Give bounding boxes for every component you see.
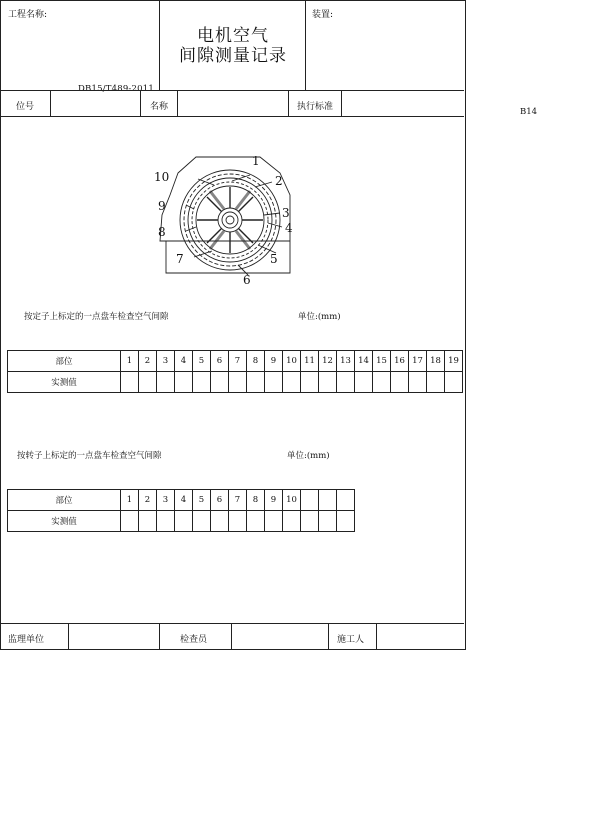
- form-title-line1: 电机空气: [197, 26, 269, 46]
- rotor-row-label-measured: 实测值: [8, 511, 121, 532]
- diagram-label-3: 3: [282, 206, 290, 220]
- stator-measured-value-cell[interactable]: [409, 372, 427, 393]
- rotor-position-cell: [301, 490, 319, 511]
- stator-position-cell: 19: [445, 351, 463, 372]
- rotor-position-cell: 8: [247, 490, 265, 511]
- rotor-position-cell: [319, 490, 337, 511]
- project-name-label: 工程名称:: [8, 10, 48, 20]
- diagram-label-9: 9: [158, 199, 166, 213]
- footer-divider-5: [376, 623, 377, 649]
- info-divider-5: [341, 90, 342, 116]
- stator-measured-value-cell[interactable]: [427, 372, 445, 393]
- rotor-position-cell: 7: [229, 490, 247, 511]
- stator-position-cell: 18: [427, 351, 445, 372]
- rotor-measured-value-cell[interactable]: [319, 511, 337, 532]
- rotor-caption: 按转子上标定的一点盘车检查空气间隙: [17, 451, 162, 461]
- info-divider-4: [288, 90, 289, 116]
- rotor-measured-value-cell[interactable]: [229, 511, 247, 532]
- footer-divider-2: [159, 623, 160, 649]
- stator-row-label-position: 部位: [8, 351, 121, 372]
- stator-measured-value-cell[interactable]: [283, 372, 301, 393]
- stator-position-cell: 13: [337, 351, 355, 372]
- rotor-unit: 单位:(mm): [287, 451, 330, 461]
- rotor-position-cell: 6: [211, 490, 229, 511]
- stator-measured-value-cell[interactable]: [247, 372, 265, 393]
- stator-measured-value-cell[interactable]: [139, 372, 157, 393]
- stator-measured-value-cell[interactable]: [121, 372, 139, 393]
- stator-position-cell: 4: [175, 351, 193, 372]
- rotor-measured-value-cell[interactable]: [157, 511, 175, 532]
- name-label: 名称: [150, 102, 169, 112]
- stator-measured-value-cell[interactable]: [193, 372, 211, 393]
- stator-position-cell: 6: [211, 351, 229, 372]
- stator-measured-value-cell[interactable]: [373, 372, 391, 393]
- stator-position-cell: 14: [355, 351, 373, 372]
- stator-measured-value-cell[interactable]: [337, 372, 355, 393]
- stator-measured-value-cell[interactable]: [229, 372, 247, 393]
- standard-label: 执行标准: [297, 102, 334, 112]
- rotor-measured-value-cell[interactable]: [175, 511, 193, 532]
- rotor-measured-value-cell[interactable]: [265, 511, 283, 532]
- stator-measured-value-cell[interactable]: [319, 372, 337, 393]
- rotor-measured-value-cell[interactable]: [211, 511, 229, 532]
- stator-measured-value-cell[interactable]: [445, 372, 463, 393]
- rotor-measured-value-cell[interactable]: [247, 511, 265, 532]
- rotor-position-cell: 5: [193, 490, 211, 511]
- stator-measured-value-cell[interactable]: [301, 372, 319, 393]
- table-row: [8, 511, 355, 532]
- rotor-measured-value-cell[interactable]: [139, 511, 157, 532]
- stator-position-cell: 17: [409, 351, 427, 372]
- rotor-measured-value-cell[interactable]: [301, 511, 319, 532]
- stator-row-label-measured: 实测值: [8, 372, 121, 393]
- diagram-label-1: 1: [252, 154, 260, 168]
- stator-caption: 按定子上标定的一点盘车检查空气间隙: [24, 312, 169, 322]
- form-title-line2: 间隙测量记录: [179, 46, 287, 66]
- info-row-divider: [0, 116, 464, 117]
- rotor-position-cell: 2: [139, 490, 157, 511]
- stator-position-cell: 9: [265, 351, 283, 372]
- rotor-measured-value-cell[interactable]: [121, 511, 139, 532]
- stator-measured-value-cell[interactable]: [265, 372, 283, 393]
- stator-position-cell: 5: [193, 351, 211, 372]
- supervisor-label: 监理单位: [8, 635, 45, 645]
- stator-measured-value-cell[interactable]: [175, 372, 193, 393]
- stator-measured-value-cell[interactable]: [157, 372, 175, 393]
- stator-position-cell: 8: [247, 351, 265, 372]
- diagram-label-4: 4: [285, 221, 293, 235]
- diagram-label-8: 8: [158, 225, 166, 239]
- stator-position-cell: 12: [319, 351, 337, 372]
- stator-position-cell: 1: [121, 351, 139, 372]
- info-divider-3: [177, 90, 178, 116]
- diagram-label-2: 2: [275, 174, 283, 188]
- rotor-position-cell: 4: [175, 490, 193, 511]
- rotor-position-cell: [337, 490, 355, 511]
- footer-divider: [0, 623, 464, 624]
- device-label: 装置:: [312, 10, 334, 20]
- motor-cross-section-diagram: [140, 145, 330, 285]
- stator-position-cell: 11: [301, 351, 319, 372]
- rotor-gap-table: [7, 489, 355, 532]
- standard-code: DB15/T489-2011: [78, 84, 154, 94]
- rotor-position-cell: 9: [265, 490, 283, 511]
- info-divider-2: [140, 90, 141, 116]
- constructor-label: 施工人: [337, 635, 365, 645]
- stator-position-cell: 3: [157, 351, 175, 372]
- position-label: 位号: [16, 102, 35, 112]
- rotor-position-cell: 10: [283, 490, 301, 511]
- table-row: [8, 490, 355, 511]
- stator-position-cell: 2: [139, 351, 157, 372]
- title-block-divider: [0, 90, 464, 91]
- diagram-label-7: 7: [176, 252, 184, 266]
- rotor-measured-value-cell[interactable]: [283, 511, 301, 532]
- footer-divider-3: [231, 623, 232, 649]
- rotor-position-cell: 3: [157, 490, 175, 511]
- stator-measured-value-cell[interactable]: [211, 372, 229, 393]
- stator-position-cell: 7: [229, 351, 247, 372]
- footer-divider-1: [68, 623, 69, 649]
- diagram-label-5: 5: [270, 252, 278, 266]
- diagram-label-10: 10: [154, 170, 170, 184]
- stator-measured-value-cell[interactable]: [355, 372, 373, 393]
- rotor-row-label-position: 部位: [8, 490, 121, 511]
- stator-position-cell: 16: [391, 351, 409, 372]
- stator-unit: 单位:(mm): [298, 312, 341, 322]
- stator-gap-table: [7, 350, 463, 393]
- stator-position-cell: 15: [373, 351, 391, 372]
- inspector-label: 检查员: [180, 635, 208, 645]
- rotor-position-cell: 1: [121, 490, 139, 511]
- stator-measured-value-cell[interactable]: [391, 372, 409, 393]
- rotor-measured-value-cell[interactable]: [337, 511, 355, 532]
- table-row: [8, 372, 463, 393]
- form-code: B14: [520, 107, 538, 117]
- footer-divider-4: [328, 623, 329, 649]
- diagram-label-6: 6: [243, 273, 251, 285]
- rotor-measured-value-cell[interactable]: [193, 511, 211, 532]
- table-row: [8, 351, 463, 372]
- stator-position-cell: 10: [283, 351, 301, 372]
- info-divider-1: [50, 90, 51, 116]
